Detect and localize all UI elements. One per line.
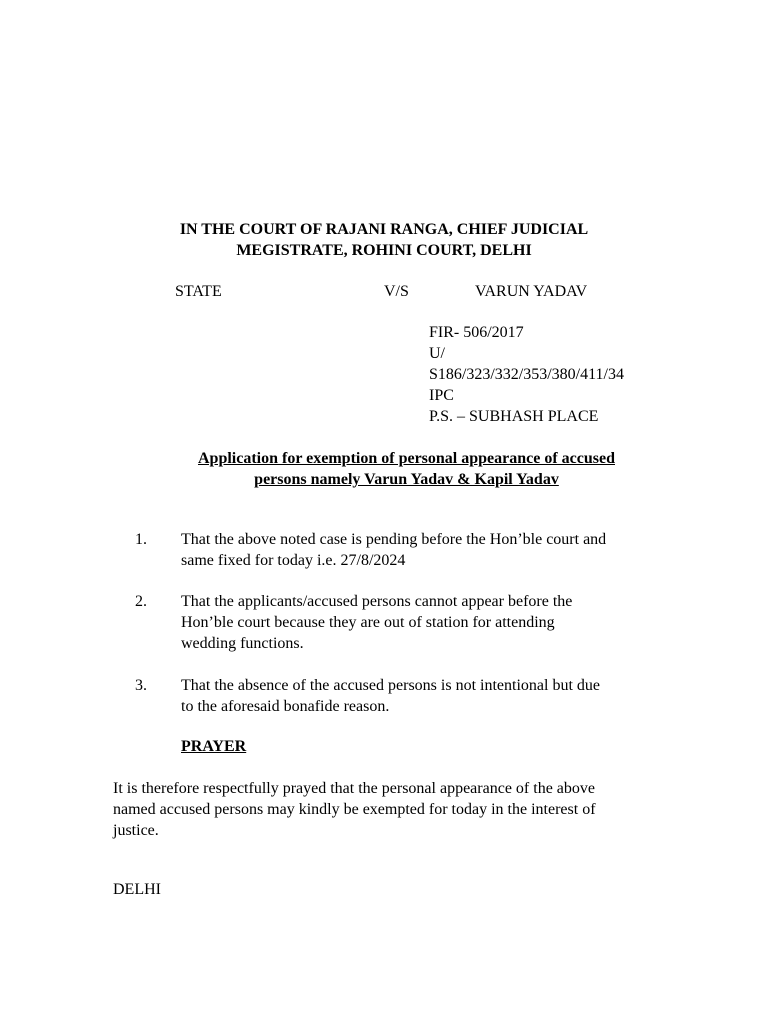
point-3-line-2: to the aforesaid bonafide reason. <box>181 698 390 715</box>
point-1-number: 1. <box>135 531 147 548</box>
court-heading-line-2: MEGISTRATE, ROHINI COURT, DELHI <box>236 242 532 259</box>
point-1-text <box>181 529 661 571</box>
court-heading <box>120 219 648 261</box>
point-3-text <box>181 675 661 717</box>
point-2-number: 2. <box>135 593 147 610</box>
party-state: STATE <box>175 283 222 300</box>
section-prefix: U/ <box>429 345 445 362</box>
point-2-line-2: Hon’ble court because they are out of station for attending <box>181 614 555 631</box>
penal-code: IPC <box>429 387 454 404</box>
prayer-line-1: It is therefore respectfully prayed that the personal appearance of the above <box>113 780 595 797</box>
application-title-line-2: persons namely Varun Yadav & Kapil Yadav <box>254 471 559 488</box>
police-station: P.S. – SUBHASH PLACE <box>429 408 599 425</box>
case-details <box>429 322 624 427</box>
point-3-number: 3. <box>135 677 147 694</box>
point-1-line-1: That the above noted case is pending before the Hon’ble court and <box>181 531 607 548</box>
party-accused: VARUN YADAV <box>475 283 588 300</box>
place-label: DELHI <box>113 881 161 898</box>
point-2-line-3: wedding functions. <box>181 635 304 652</box>
prayer-text <box>113 778 658 841</box>
sections: S186/323/332/353/380/411/34 <box>429 366 624 383</box>
point-2-text <box>181 591 661 654</box>
point-1-line-2: same fixed for today i.e. 27/8/2024 <box>181 552 406 569</box>
versus-label: V/S <box>384 283 409 300</box>
application-title <box>170 448 643 490</box>
point-3-line-1: That the absence of the accused persons is not intentional but due <box>181 677 600 694</box>
prayer-line-2: named accused persons may kindly be exempted for today in the interest of <box>113 801 596 818</box>
application-title-line-1: Application for exemption of personal appearance of accused <box>197 450 615 467</box>
prayer-heading: PRAYER <box>181 738 247 755</box>
court-heading-line-1: IN THE COURT OF RAJANI RANGA, CHIEF JUDICIAL <box>179 221 589 238</box>
point-2-line-1: That the applicants/accused persons cannot appear before the <box>181 593 573 610</box>
prayer-line-3: justice. <box>113 822 159 839</box>
fir-number: FIR- 506/2017 <box>429 324 524 341</box>
